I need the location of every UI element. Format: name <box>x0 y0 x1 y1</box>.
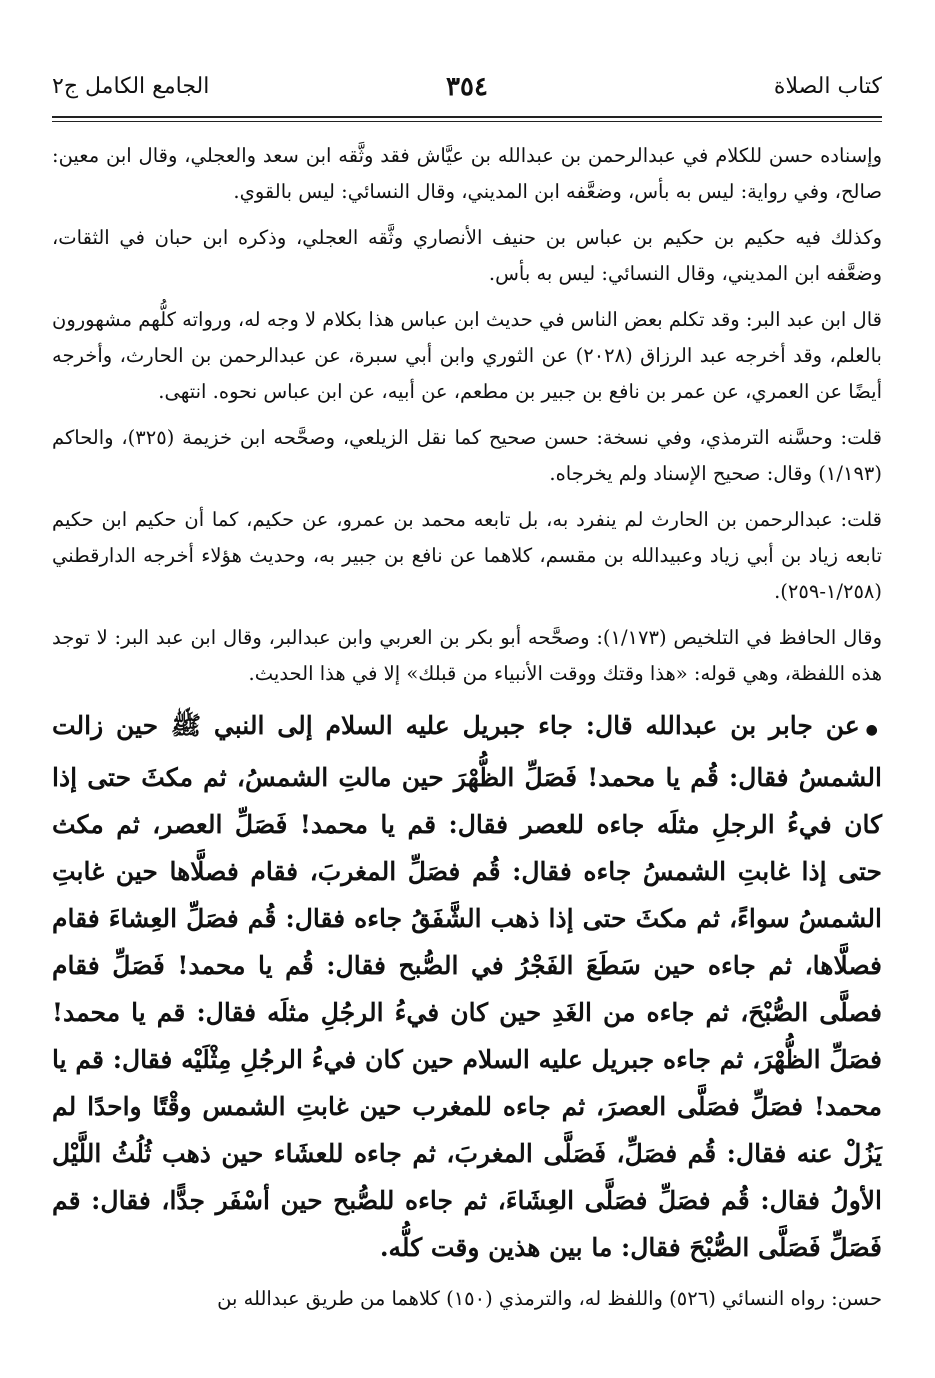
paragraph: وقال الحافظ في التلخيص (١/١٧٣): وصحَّحه أبو بكر بن العربي وابن عبدالبر، وقال ابن عبد البر: لا توجد هذه اللفظة، وهي قوله: «هذا وقتك ووقت الأنبياء من قبلك» إلا في هذا الحديث. <box>52 626 882 685</box>
page-number: ٣٥٤ <box>446 72 488 102</box>
header-rule-thick <box>52 116 882 118</box>
paragraph: وكذلك فيه حكيم بن حكيم بن عباس بن حنيف الأنصاري وثَّقه العجلي، وذكره ابن حبان في الثقات، وضعَّفه ابن المديني، وقال النسائي: ليس به بأس. <box>52 226 882 285</box>
chapter-title: كتاب الصلاة <box>773 74 882 99</box>
paragraph: قال ابن عبد البر: وقد تكلم بعض الناس في حديث ابن عباس هذا بكلام لا وجه له، ورواته كلُّهم مشهورون بالعلم، وقد أخرجه عبد الرزاق (٢٠٢٨) عن الثوري وابن أبي سبرة، عن عبدالرحمن بن الحارث، وأخرجه أيضًا عن العمري، عن عمر بن نافع بن جبير بن مطعم، عن أبيه، عن ابن عباس نحوه. انتهى. <box>52 308 882 403</box>
paragraph: وإسناده حسن للكلام في عبدالرحمن بن عبدالله بن عيَّاش فقد وثَّقه ابن سعد والعجلي، وقال ابن معين: صالح، وفي رواية: ليس به بأس، وضعَّفه ابن المديني، وقال النسائي: ليس بالقوي. <box>52 144 882 203</box>
header-rule-thin <box>52 121 882 122</box>
page-body <box>52 138 882 1317</box>
book-title: الجامع الكامل ج٢ <box>52 74 210 99</box>
bullet-icon: ● <box>865 722 883 738</box>
paragraph: قلت: وحسَّنه الترمذي، وفي نسخة: حسن صحيح كما نقل الزيلعي، وصحَّحه ابن خزيمة (٣٢٥)، والحاكم (١/١٩٣) وقال: صحيح الإسناد ولم يخرجاه. <box>52 426 882 485</box>
takhrij-line: حسن: رواه النسائي (٥٢٦) واللفظ له، والترمذي (١٥٠) كلاهما من طريق عبدالله بن <box>217 1287 882 1310</box>
page-header <box>52 72 882 112</box>
hadith-text <box>52 702 882 1271</box>
hadith-body: عن جابر بن عبدالله قال: جاء جبريل عليه السلام إلى النبي ﷺ حين زالت الشمسُ فقال: قُم يا محمد! فَصَلِّ الظُّهْرَ حين مالتِ الشمسُ، ثم مكثَ حتى إذا كان فيءُ الرجلِ مثلَه جاءه للعصر فقال: قم يا محمد! فَصَلِّ العصر، ثم مكث حتى إذا غابتِ الشمسُ جاءه فقال: قُم فصَلِّ المغربَ، فقام فصلَّاها حين غابتِ الشمسُ سواءً، ثم مكثَ حتى إذا ذهب الشَّفَقُ جاءه فقال: قُم فصَلِّ العِشاءَ فقام فصلَّاها، ثم جاءه حين سَطَعَ الفَجْرُ في الصُّبح فقال: قُم يا محمد! فَصَلِّ فقام فصلَّى الصُّبْحَ، ثم جاءه من الغَدِ حين كان فيءُ الرجُلِ مثلَه فقال: قم يا محمد! فصَلِّ الظُّهْرَ، ثم جاءه جبريل عليه السلام حين كان فيءُ الرجُلِ مِثْلَيْه فقال: قم يا محمد! فصَلِّ فصَلَّى العصرَ، ثم جاءه للمغرب حين غابتِ الشمس وقْتًا واحدًا لم يَزُلْ عنه فقال: قُم فصَلِّ، فَصَلَّى المغربَ، ثم جاءه للعشَاء حين ذهب ثُلُثُ اللَّيْل الأولُ فقال: قُم فصَلِّ فصَلَّى العِشَاءَ، ثم جاءه للصُّبح حين أسْفَر جدًّا، فقال: قم فَصَلِّ فَصَلَّى الصُّبْحَ فقال: ما بين هذين وقت كلُّه. <box>52 711 882 1262</box>
paragraph: قلت: عبدالرحمن بن الحارث لم ينفرد به، بل تابعه محمد بن عمرو، عن حكيم، كما أن حكيم ابن حكيم تابعه زياد بن أبي زياد وعبيدالله بن مقسم، كلاهما عن نافع بن جبير به، وحديث هؤلاء أخرجه الدارقطني (١/٢٥٨-٢٥٩). <box>52 508 882 603</box>
